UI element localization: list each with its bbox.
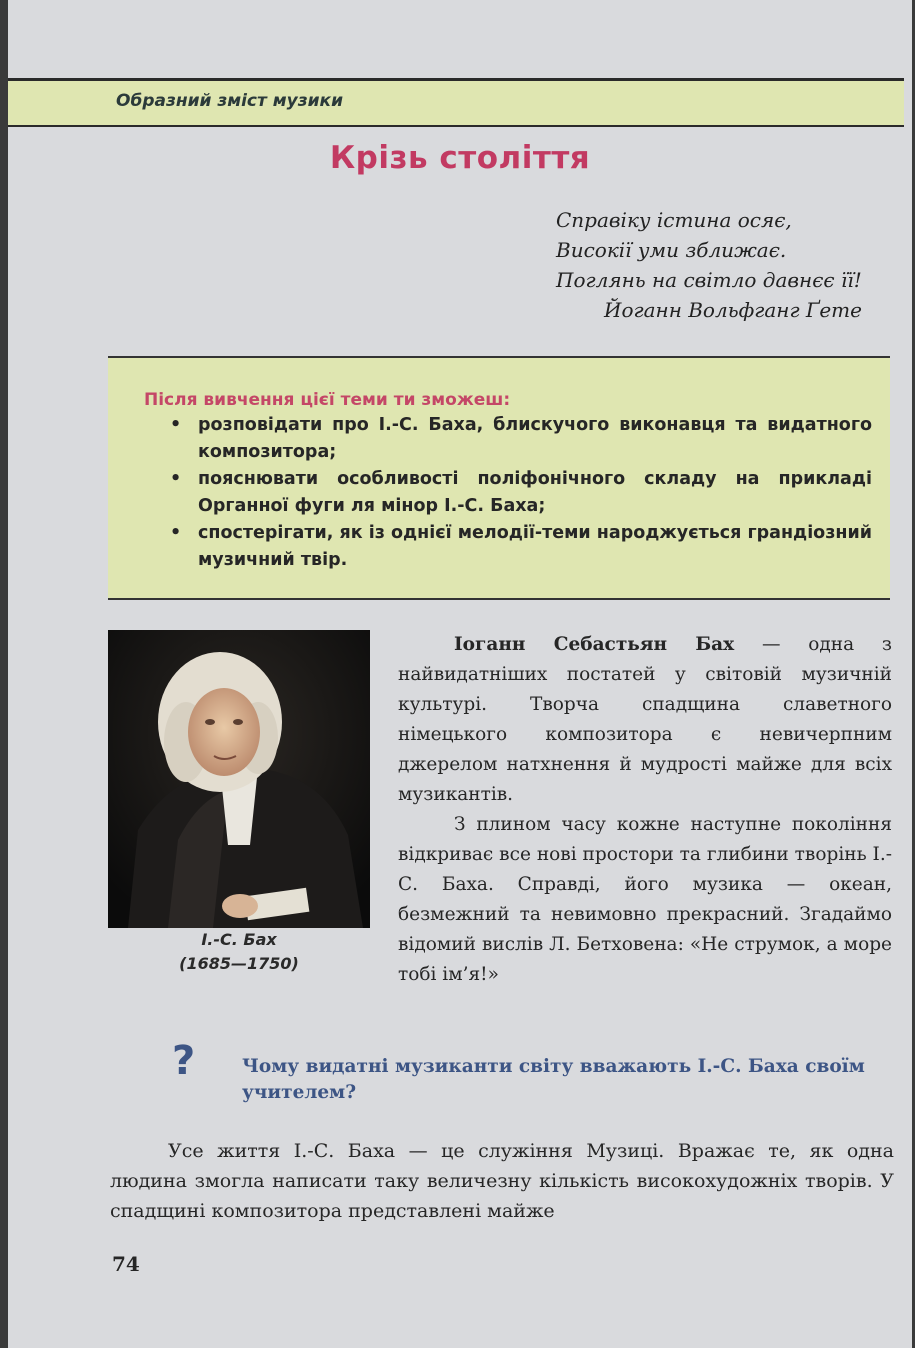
learning-goals-box	[108, 356, 890, 600]
continued-paragraph: Усе життя І.-С. Баха — це служіння Музиці. Вражає те, як одна людина змогла написати таку величезну кількість високохудожніх творів. У спадщині композитора представлені майже	[110, 1140, 894, 1222]
epigraph-line: Високії уми зближає.	[556, 238, 787, 262]
intro-paragraph	[398, 630, 892, 810]
learning-goal-item: • пояснювати особливості поліфонічного складу на прикладі Органної фуги ля мінор І.-С. Баха;	[166, 466, 872, 520]
section-title: Образний зміст музики	[116, 91, 343, 111]
question-text: Чому видатні музиканти світу вважають І.-С. Баха своїм учителем?	[242, 1056, 865, 1103]
epigraph	[556, 205, 906, 325]
intro-paragraph-text: — одна з найвидатніших постатей у світовій музичній культурі. Творча спадщина славетного німецького композитора є невичерпним джерелом натхнення й мудрості майже для всіх музикантів.	[398, 634, 892, 805]
intro-paragraph: З плином часу кожне наступне покоління відкриває все нові простори та глибини творінь І.-С. Баха. Справді, його музика — океан, безмежний та невимовно прекрасний. Згадаймо відомий вислів Л. Бетховена: «Не струмок, а море тобі ім’я!»	[398, 814, 892, 985]
portrait-caption-name: І.-С. Бах	[201, 930, 277, 949]
epigraph-line: Справіку істина осяє,	[556, 208, 792, 232]
learning-goals-title: Після вивчення цієї теми ти зможеш:	[144, 390, 511, 410]
learning-goal-item: • розповідати про І.-С. Баха, блискучого виконавця та видатного композитора;	[166, 412, 872, 466]
section-header-band	[8, 78, 904, 127]
textbook-page	[8, 0, 912, 1348]
page-heading: Крізь століття	[329, 140, 591, 176]
intro-text	[398, 630, 892, 990]
learning-goal-item: • спостерігати, як із однієї мелодії-теми народжується грандіозний музичний твір.	[166, 520, 872, 574]
epigraph-author: Йоганн Вольфганг Ґете	[604, 298, 862, 322]
learning-goals-list	[166, 412, 872, 574]
question-mark-icon: ?	[172, 1038, 196, 1084]
portrait-caption	[108, 928, 370, 976]
bach-portrait-image	[108, 630, 370, 928]
composer-name: Іоганн Себастьян Бах	[454, 634, 735, 655]
portrait-caption-years: (1685—1750)	[179, 954, 299, 973]
continued-text	[110, 1136, 894, 1226]
epigraph-line: Поглянь на світло давнєє її!	[556, 268, 862, 292]
portrait-illustration	[108, 630, 370, 928]
page-number: 74	[112, 1252, 140, 1276]
